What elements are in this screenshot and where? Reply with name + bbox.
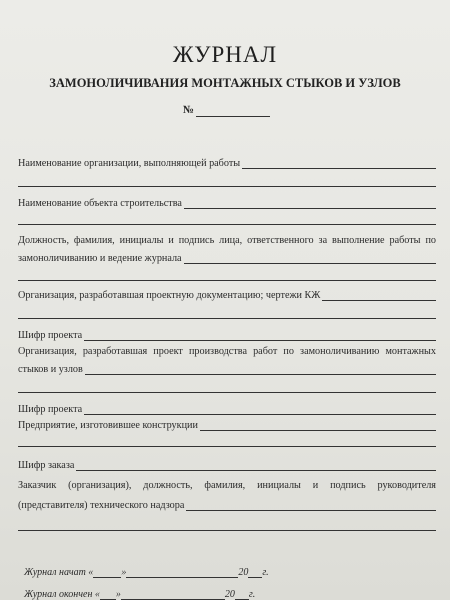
page-subtitle: ЗАМОНОЛИЧИВАНИЯ МОНТАЖНЫХ СТЫКОВ И УЗЛОВ (49, 76, 401, 90)
journal-started-label: Журнал начат « (24, 567, 94, 578)
journal-number-label: № (183, 104, 195, 116)
responsible-label-line1: Должность, фамилия, инициалы и подпись лица, ответственного за выполнение работы по (18, 235, 436, 246)
journal-ended-year-field[interactable] (235, 589, 249, 600)
page-title: ЖУРНАЛ (172, 42, 278, 67)
journal-ended-month-field[interactable] (121, 589, 225, 600)
org-name-label: Наименование организации, выполняющей работы (18, 158, 241, 169)
design-org-row (18, 290, 436, 301)
project-code-1-label: Шифр проекта (18, 330, 83, 341)
responsible-row (18, 253, 436, 264)
object-name-field-line2[interactable] (18, 224, 436, 225)
journal-started-quote: » (121, 567, 127, 578)
object-name-label: Наименование объекта строительства (18, 198, 182, 209)
journal-ended-day-field[interactable] (100, 589, 116, 600)
order-code-field[interactable] (76, 460, 436, 471)
manufacturer-field[interactable] (200, 420, 436, 431)
design-org-label: Организация, разработавшая проектную документацию; чертежи КЖ (18, 290, 321, 301)
project-code-2-label: Шифр проекта (18, 404, 83, 415)
design-org-field-line2[interactable] (18, 318, 436, 319)
org-name-field[interactable] (242, 158, 436, 169)
ppr-org-field-line2[interactable] (18, 392, 436, 393)
customer-field[interactable] (186, 500, 436, 511)
order-code-label: Шифр заказа (18, 460, 75, 471)
org-name-row (18, 158, 436, 169)
ppr-org-row (18, 364, 436, 375)
journal-started-day-field[interactable] (93, 567, 121, 578)
journal-started-row (24, 567, 269, 578)
manufacturer-field-line2[interactable] (18, 446, 436, 447)
ppr-org-field[interactable] (85, 364, 436, 375)
project-code-1-row (18, 330, 436, 341)
journal-ended-quote: » (115, 589, 121, 600)
order-code-row (18, 460, 436, 471)
object-name-row (18, 198, 436, 209)
journal-ended-row (24, 589, 255, 600)
design-org-field[interactable] (322, 290, 436, 301)
manufacturer-label: Предприятие, изготовившее конструкции (18, 420, 198, 431)
responsible-field[interactable] (184, 253, 436, 264)
object-name-field[interactable] (184, 198, 436, 209)
journal-number-field[interactable] (196, 116, 270, 117)
ppr-org-label-line2: стыков и узлов (18, 364, 83, 375)
journal-started-year-field[interactable] (248, 567, 262, 578)
customer-label-line2: (представителя) технического надзора (18, 500, 185, 511)
project-code-2-field[interactable] (84, 404, 436, 415)
manufacturer-row (18, 420, 436, 431)
journal-ended-label: Журнал окончен « (24, 589, 100, 600)
customer-row (18, 500, 436, 511)
responsible-field-line2[interactable] (18, 280, 436, 281)
journal-started-year-suffix: г. (262, 567, 269, 578)
journal-started-month-field[interactable] (126, 567, 238, 578)
journal-ended-year-suffix: г. (248, 589, 256, 600)
org-name-field-line2[interactable] (18, 186, 436, 187)
journal-started-year-prefix: 20 (238, 567, 249, 578)
project-code-2-row (18, 404, 436, 415)
ppr-org-label-line1: Организация, разработавшая проект производства работ по замоноличиванию монтажных (18, 346, 436, 357)
customer-label-line1: Заказчик (организация), должность, фамилия, инициалы и подпись руководителя (18, 480, 436, 491)
project-code-1-field[interactable] (84, 330, 436, 341)
responsible-label-line2: замоноличиванию и ведение журнала (18, 253, 182, 264)
customer-field-line2[interactable] (18, 530, 436, 531)
journal-ended-year-prefix: 20 (224, 589, 235, 600)
